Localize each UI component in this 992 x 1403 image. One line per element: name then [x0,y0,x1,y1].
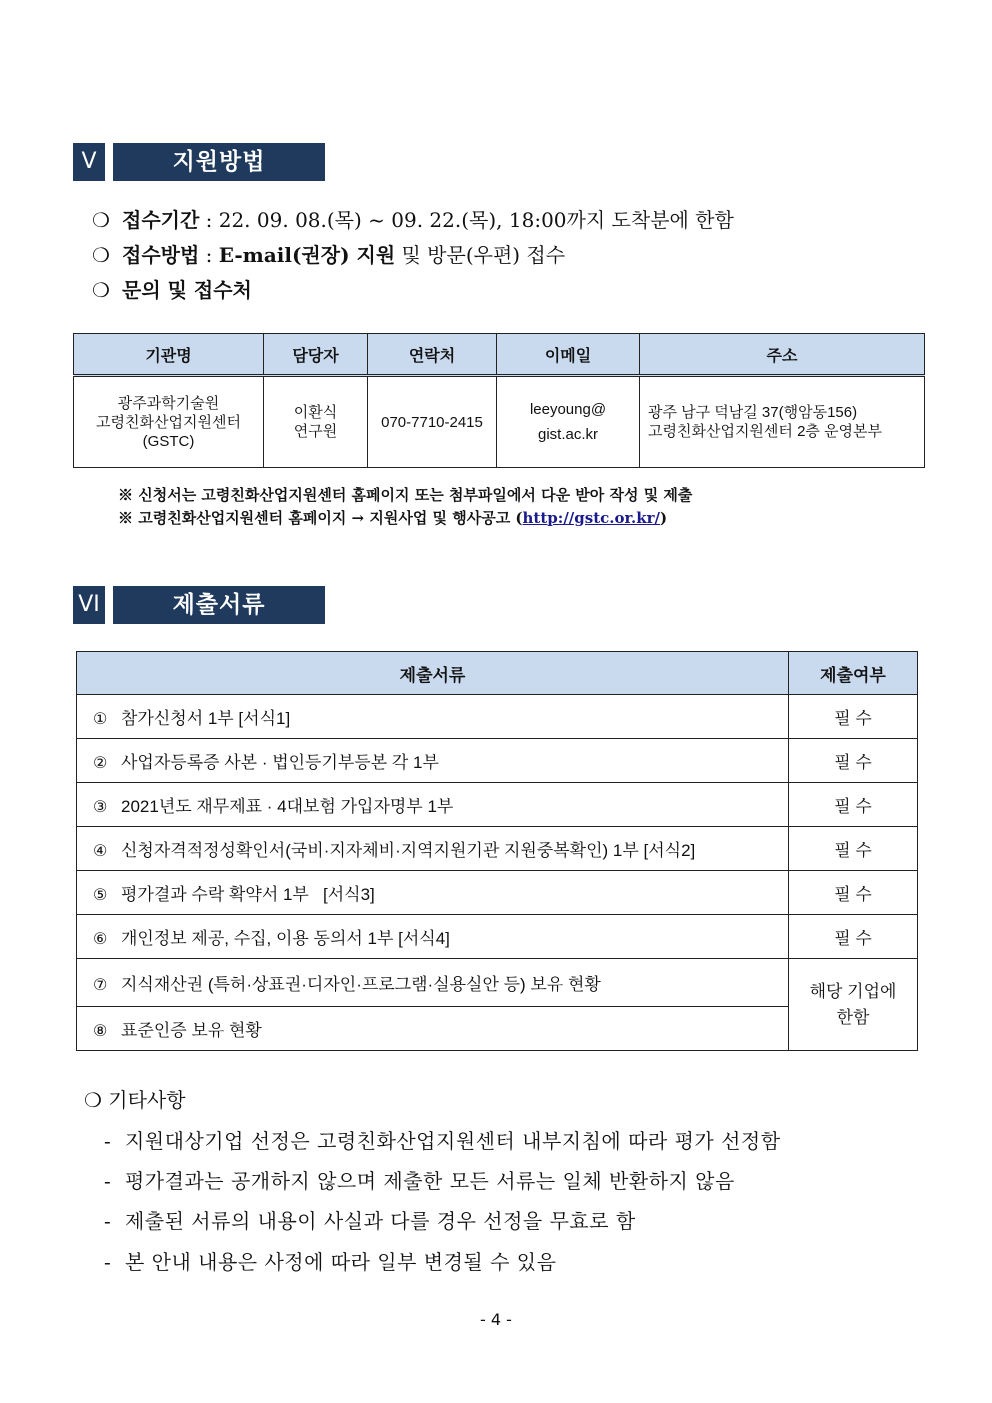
bullet-circle-icon: ❍ [84,1088,102,1112]
note-homepage: ※ 고령친화산업지원센터 홈페이지 → 지원사업 및 행사공고 (http://gstc.or.kr/) [118,509,668,527]
gstc-link[interactable]: http://gstc.or.kr/ [522,509,661,527]
table-row: ② 사업자등록증 사본 · 법인등기부등본 각 1부 필 수 [77,739,918,783]
table-row: ⑦ 지식재산권 (특허·상표권·디자인·프로그램·실용실안 등) 보유 현황 해당 기업에 한함 [77,959,918,1007]
bullet-circle-icon: ❍ [92,243,110,267]
table-row: ⑥ 개인정보 제공, 수집, 이용 동의서 1부 [서식4] 필 수 [77,915,918,959]
section-6-number: VI [73,586,105,624]
org-cell: 광주과학기술원 고령친화산업지원센터 (GSTC) [74,376,264,468]
header-org: 기관명 [74,334,264,376]
table-row: ⑤ 평가결과 수락 확약서 1부 [서식3] 필 수 [77,871,918,915]
section-6-title: 제출서류 [113,586,325,624]
header-required: 제출여부 [789,652,918,695]
table-row: ① 참가신청서 1부 [서식1] 필 수 [77,695,918,739]
merged-required-cell: 해당 기업에 한함 [789,959,918,1051]
bullet-circle-icon: ❍ [92,278,110,302]
table-row [74,376,925,468]
contact-label: 문의 및 접수처 [122,278,252,302]
note-download: ※ 신청서는 고령친화산업지원센터 홈페이지 또는 첨부파일에서 다운 받아 작성 및 제출 [118,486,693,504]
etc-line: - 제출된 서류의 내용이 사실과 다를 경우 선정을 무효로 함 [104,1209,636,1233]
etc-line: - 지원대상기업 선정은 고령친화산업지원센터 내부지침에 따라 평가 선정함 [104,1129,781,1153]
note-mark-icon: ※ [118,486,134,504]
etc-line: - 본 안내 내용은 사정에 따라 일부 변경될 수 있음 [104,1250,557,1274]
reception-method-text: 및 방문(우편) 접수 [395,243,566,267]
header-person: 담당자 [264,334,368,376]
bullet-reception-method: ❍ 접수방법 : E-mail(권장) 지원 및 방문(우편) 접수 [92,243,566,267]
bullet-contact [92,276,252,304]
page-number: - 4 - [480,1310,512,1329]
note-mark-icon: ※ [118,509,134,527]
phone-cell: 070-7710-2415 [368,376,497,468]
reception-period-label: 접수기간 [122,208,200,232]
section-5-title: 지원방법 [113,143,325,181]
person-cell: 이환식 연구원 [264,376,368,468]
bullet-reception-period: ❍ 접수기간 : 22. 09. 08.(목) ~ 09. 22.(목), 18:00까지 도착분에 한함 [92,208,734,232]
documents-table [76,651,918,1051]
header-phone: 연락처 [368,334,497,376]
etc-line: - 평가결과는 공개하지 않으며 제출한 모든 서류는 일체 반환하지 않음 [104,1169,735,1193]
reception-method-bold: E-mail(권장) 지원 [218,243,396,267]
etc-heading: ❍ 기타사항 [84,1088,186,1112]
contact-table-header [74,334,925,376]
contact-table [73,333,925,468]
header-address: 주소 [640,334,925,376]
header-email: 이메일 [497,334,640,376]
table-row: ⑧ 표준인증 보유 현황 [77,1007,918,1051]
reception-method-label: 접수방법 [122,243,200,267]
table-row: ④ 신청자격적정성확인서(국비·지자체비·지역지원기관 지원중복확인) 1부 [서식2] 필 수 [77,827,918,871]
email-cell: leeyoung@ gist.ac.kr [497,376,640,468]
reception-period-text: 22. 09. 08.(목) ~ 09. 22.(목), 18:00까지 도착분에 한함 [218,208,734,232]
address-cell: 광주 남구 덕남길 37(행암동156) 고령친화산업지원센터 2층 운영본부 [640,376,925,468]
section-5-number: V [73,143,105,181]
bullet-circle-icon: ❍ [92,208,110,232]
documents-table-header [77,652,918,695]
header-documents: 제출서류 [77,652,789,695]
table-row: ③ 2021년도 재무제표 · 4대보험 가입자명부 1부 필 수 [77,783,918,827]
